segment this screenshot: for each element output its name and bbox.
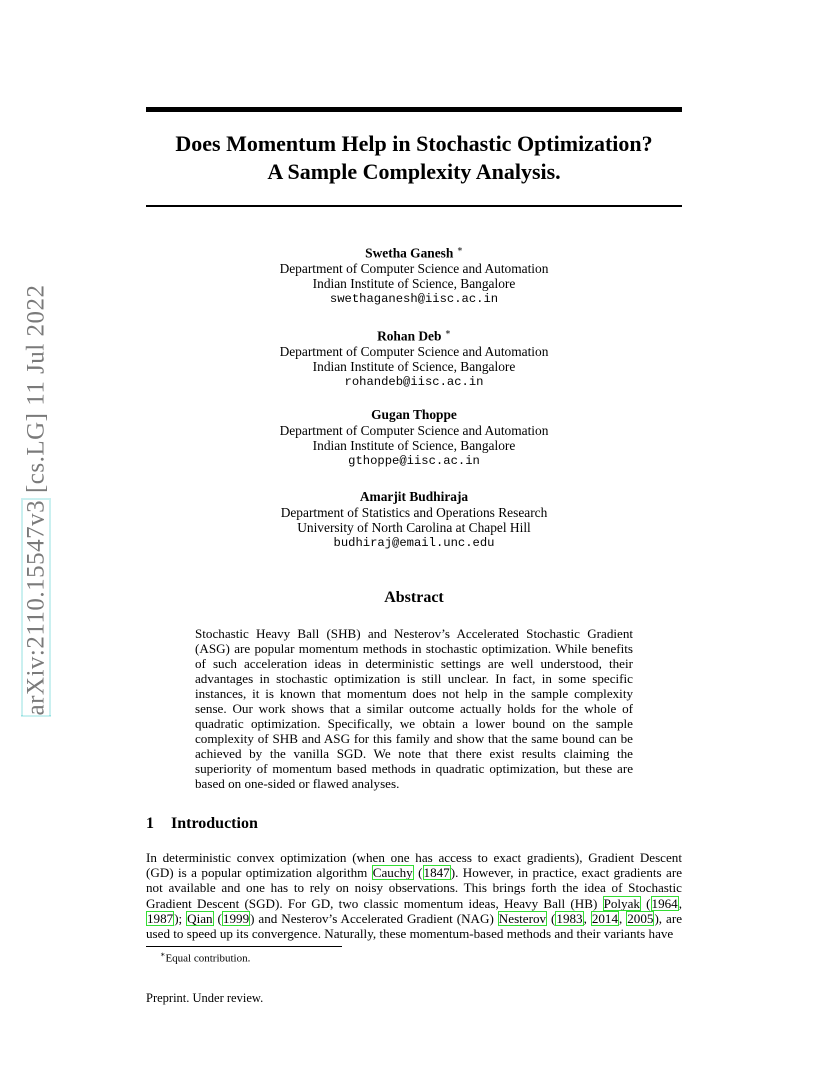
author-dept: Department of Statistics and Operations Research: [280, 504, 548, 520]
intro-text: ) and Nesterov’s Accelerated Gradient (NAG): [250, 910, 498, 926]
section-heading: [146, 815, 258, 833]
author-name: Swetha Ganesh: [365, 245, 454, 261]
citation-link[interactable]: 1999: [222, 910, 250, 926]
author-affiliation: University of North Carolina at Chapel Hill: [297, 520, 531, 535]
arxiv-category: [cs.LG]: [22, 412, 50, 494]
author-name: Amarjit Budhiraja: [359, 489, 469, 504]
author-affiliation: Indian Institute of Science, Bangalore: [312, 359, 516, 375]
section-title: Introduction: [171, 815, 258, 832]
citation-link[interactable]: 1983: [556, 910, 583, 926]
citation-link[interactable]: Polyak: [603, 895, 640, 911]
footnote-text: Equal contribution.: [165, 952, 251, 965]
author-email[interactable]: rohandeb@iisc.ac.in: [344, 374, 484, 389]
arxiv-date: 11 Jul 2022: [22, 284, 50, 406]
author-affiliation: Indian Institute of Science, Bangalore: [312, 276, 516, 292]
arxiv-id[interactable]: arXiv:2110.15547v3: [22, 499, 50, 716]
citation-link[interactable]: 2005: [627, 910, 654, 926]
author-dept: Department of Computer Science and Automation: [279, 343, 549, 359]
author-email[interactable]: budhiraj@email.unc.edu: [333, 535, 495, 550]
citation-link[interactable]: Nesterov: [498, 910, 547, 926]
citation-link[interactable]: Cauchy: [372, 865, 413, 881]
author-email[interactable]: swethaganesh@iisc.ac.in: [329, 291, 499, 306]
author-name: Rohan Deb: [377, 328, 442, 344]
equal-contribution-mark: ∗: [444, 327, 451, 337]
author-block-2: [146, 325, 682, 390]
abstract-text: Stochastic Heavy Ball (SHB) and Nesterov’s Accelerated Stochastic Gradient (ASG) are popular momentum methods in stochastic optimization. While benefits of such acceleration ideas in deterministic settings are well understood, their advantages in stochastic optimization is still unclear. In fact, in some specific instances, it is known that momentum does not help in the sample complexity sense. Our work shows that a similar outcome actually holds for the whole of quadratic optimization. Specifically, we obtain a lower bound on the sample complexity of SHB and ASG for this family and show that the same bound can be achieved by the vanilla SGD. We note that there exist results claiming the superiority of momentum based methods in quadratic optimization, but these are based on one-sided or flawed analyses.: [195, 626, 633, 791]
citation-link[interactable]: 1987: [147, 910, 174, 926]
author-block-4: [146, 489, 682, 551]
citation-link[interactable]: 2014: [591, 910, 619, 926]
author-email[interactable]: gthoppe@iisc.ac.in: [348, 453, 480, 468]
citation-link[interactable]: 1847: [423, 865, 450, 881]
footnote-rule: [146, 946, 342, 947]
footnote: [160, 950, 250, 965]
author-dept: Department of Computer Science and Automation: [279, 260, 549, 276]
arxiv-stamp[interactable]: [15, 265, 57, 735]
equal-contribution-mark: ∗: [456, 244, 463, 254]
preprint-footer: Preprint. Under review.: [146, 991, 264, 1005]
title-bottom-rule: [146, 205, 682, 207]
citation-link[interactable]: 1964: [651, 895, 678, 911]
section-number: 1: [146, 815, 154, 832]
intro-text: (: [547, 910, 556, 926]
author-affiliation: Indian Institute of Science, Bangalore: [312, 438, 516, 453]
intro-text: (: [213, 910, 222, 926]
author-dept: Department of Computer Science and Automation: [279, 422, 549, 438]
intro-text: ). However, in practice, exact gradients are not available and one has to rely on noisy observations. This brings forth the idea of Stochastic Gradient Descent (SGD). For GD, two classic momentum ideas, Heavy Ball (HB): [146, 865, 683, 911]
citation-link[interactable]: Qian: [187, 910, 213, 926]
paper-title: [146, 130, 682, 186]
intro-text: In deterministic convex optimization (when one has access to exact gradients), Gradient Descent (GD) is a popular optimization algorithm: [146, 850, 682, 881]
intro-text: ,: [678, 895, 682, 911]
abstract-heading: Abstract: [384, 589, 444, 606]
title-top-rule: [146, 107, 682, 112]
author-block-1: [146, 242, 682, 307]
intro-paragraph: [146, 850, 682, 941]
intro-text: ,: [619, 910, 627, 926]
title-line-2: A Sample Complexity Analysis.: [267, 159, 561, 184]
intro-text: );: [174, 910, 187, 926]
intro-text: (: [413, 865, 423, 881]
author-block-3: [146, 407, 682, 469]
intro-text: (: [640, 895, 651, 911]
footnote-mark: ∗: [160, 950, 166, 959]
intro-text: ), are used to speed up its convergence. Naturally, these momentum-based methods and their variants have: [146, 910, 683, 942]
intro-text: ,: [583, 910, 591, 926]
author-name: Gugan Thoppe: [371, 407, 457, 422]
title-line-1: Does Momentum Help in Stochastic Optimization?: [175, 131, 653, 156]
